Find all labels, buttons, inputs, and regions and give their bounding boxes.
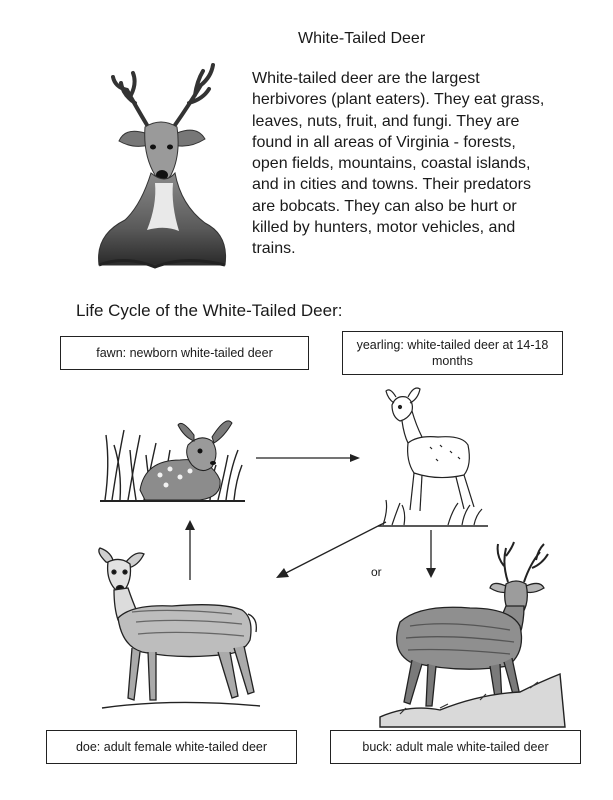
deer-portrait-illustration	[85, 55, 235, 275]
yearling-label: yearling: white-tailed deer at 14-18 months	[356, 338, 549, 368]
page-title: White-Tailed Deer	[298, 30, 426, 47]
yearling-illustration	[378, 385, 488, 530]
buck-label-box	[330, 730, 581, 764]
fawn-to-yearling-arrow	[256, 452, 362, 464]
intro-paragraph: White-tailed deer are the largest herbivores (plant eaters). They eat grass, leaves, nuts, fruit, and fungi. They are found in all areas of Virginia - forests, open fields, mountains, coastal islands, and in cities and towns. Their predators are bobcats. They can also be hurt or killed by hunters, motor vehicles, and trains.	[252, 70, 545, 258]
fawn-illustration	[100, 405, 245, 505]
fawn-label-box	[60, 336, 309, 370]
fawn-label: fawn: newborn white-tailed deer	[96, 346, 273, 360]
yearling-label-box	[342, 331, 563, 375]
doe-illustration	[92, 548, 262, 718]
buck-illustration	[380, 542, 565, 727]
doe-label-box	[46, 730, 297, 764]
doe-label: doe: adult female white-tailed deer	[75, 740, 268, 754]
or-label: or	[371, 565, 382, 579]
buck-label: buck: adult male white-tailed deer	[362, 740, 549, 754]
lifecycle-heading: Life Cycle of the White-Tailed Deer:	[76, 301, 343, 320]
